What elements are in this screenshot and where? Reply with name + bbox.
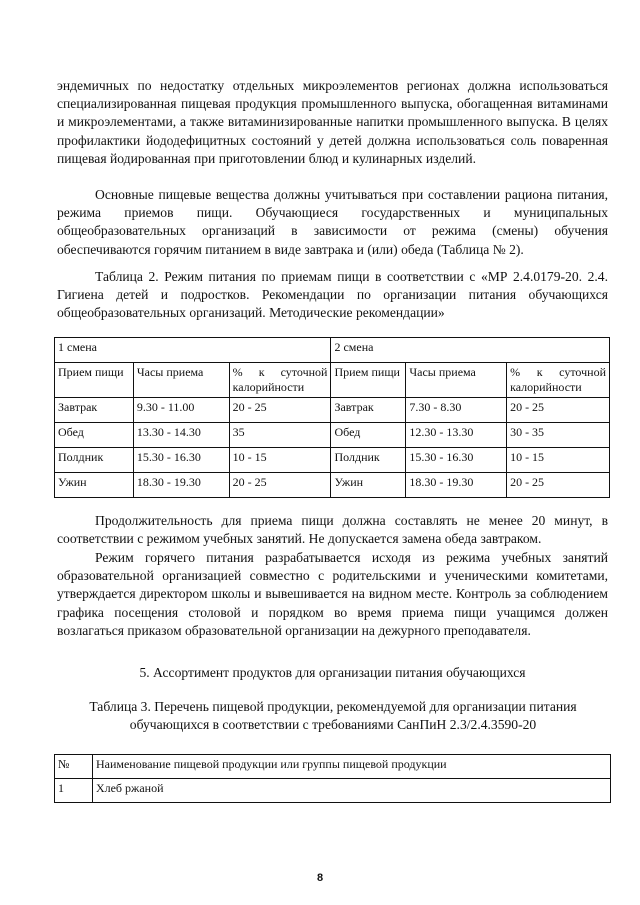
meal-schedule-table xyxy=(54,337,610,498)
cell-meal: Завтрак xyxy=(55,398,134,423)
col-header-percent: % к суточной калорийности xyxy=(229,363,331,398)
table-row xyxy=(55,338,610,363)
table-row xyxy=(55,448,610,473)
table-row xyxy=(55,423,610,448)
shift2-header: 2 смена xyxy=(331,338,610,363)
paragraph-iodine: эндемичных по недостатку отдельных микроэлементов регионах должна использоваться специализированная пищевая продукция промышленного выпуска, обогащенная витаминами и микроэлементами, а также витаминизированные напитки промышленного выпуска. В целях профилактики йододефицитных состояний у детей должна использоваться соль поваренная пищевая йодированная при приготовлении блюд и кулинарных изделий. xyxy=(57,78,608,166)
col-header-hours: Часы приема xyxy=(406,363,507,398)
cell-hours: 13.30 - 14.30 xyxy=(133,423,229,448)
cell-percent: 20 - 25 xyxy=(229,473,331,498)
shift1-header: 1 смена xyxy=(55,338,331,363)
cell-hours: 12.30 - 13.30 xyxy=(406,423,507,448)
table-row xyxy=(55,779,611,803)
table-header-row xyxy=(55,755,611,779)
cell-percent: 20 - 25 xyxy=(507,398,610,423)
cell-hours: 7.30 - 8.30 xyxy=(406,398,507,423)
col-header-meal: Прием пищи xyxy=(55,363,134,398)
table-row xyxy=(55,398,610,423)
cell-percent: 20 - 25 xyxy=(229,398,331,423)
table-row xyxy=(55,473,610,498)
cell-meal: Полдник xyxy=(55,448,134,473)
section5-heading: 5. Ассортимент продуктов для организации питания обучающихся xyxy=(139,665,526,680)
product-list-table xyxy=(54,754,611,803)
col-header-percent: % к суточной калорийности xyxy=(507,363,610,398)
col-header-hours: Часы приема xyxy=(133,363,229,398)
cell-percent: 35 xyxy=(229,423,331,448)
paragraph-nutrients: Основные пищевые вещества должны учитываться при составлении рациона питания, режима приемов пищи. Обучающиеся государственных и муниципальных общеобразовательных организаций в зависимости от режима (смены) обучения обеспечиваются горячим питанием в виде завтрака и (или) обеда (Таблица № 2). xyxy=(57,187,608,257)
page-number: 8 xyxy=(316,872,324,884)
table-header-row xyxy=(55,363,610,398)
cell-hours: 18.30 - 19.30 xyxy=(406,473,507,498)
cell-product-name: Хлеб ржаной xyxy=(92,779,610,803)
paragraph-hot-meal-regime: Режим горячего питания разрабатывается исходя из режима учебных занятий образовательной организацией совместно с родительскими и ученическими комитетами, утверждается директором школы и вывешивается на видном месте. Контроль за соблюдением графика посещения столовой и порядком во время приема пищи учащимся должен возлагаться приказом образовательной организации на дежурного преподавателя. xyxy=(57,550,608,638)
cell-hours: 18.30 - 19.30 xyxy=(133,473,229,498)
cell-percent: 20 - 25 xyxy=(507,473,610,498)
cell-meal: Обед xyxy=(55,423,134,448)
col-header-number: № xyxy=(55,755,93,779)
col-header-product-name: Наименование пищевой продукции или группы пищевой продукции xyxy=(92,755,610,779)
cell-number: 1 xyxy=(55,779,93,803)
cell-hours: 9.30 - 11.00 xyxy=(133,398,229,423)
cell-meal: Обед xyxy=(331,423,406,448)
table3-caption: Таблица 3. Перечень пищевой продукции, рекомендуемой для организации питания обучающихся в соответствии с требованиями СанПиН 2.3/2.4.3590-20 xyxy=(89,699,577,733)
cell-meal: Ужин xyxy=(331,473,406,498)
paragraph-meal-duration: Продолжительность для приема пищи должна составлять не менее 20 минут, в соответствии с режимом учебных занятий. Не допускается замена обеда завтраком. xyxy=(57,513,608,547)
cell-percent: 10 - 15 xyxy=(507,448,610,473)
col-header-meal: Прием пищи xyxy=(331,363,406,398)
cell-meal: Полдник xyxy=(331,448,406,473)
cell-meal: Завтрак xyxy=(331,398,406,423)
table2-caption: Таблица 2. Режим питания по приемам пищи в соответствии с «МР 2.4.0179-20. 2.4. Гигиена детей и подростков. Рекомендации по организации питания обучающихся общеобразовательных организаций. Методические рекомендации» xyxy=(57,269,608,321)
cell-percent: 10 - 15 xyxy=(229,448,331,473)
cell-hours: 15.30 - 16.30 xyxy=(406,448,507,473)
cell-hours: 15.30 - 16.30 xyxy=(133,448,229,473)
cell-percent: 30 - 35 xyxy=(507,423,610,448)
cell-meal: Ужин xyxy=(55,473,134,498)
